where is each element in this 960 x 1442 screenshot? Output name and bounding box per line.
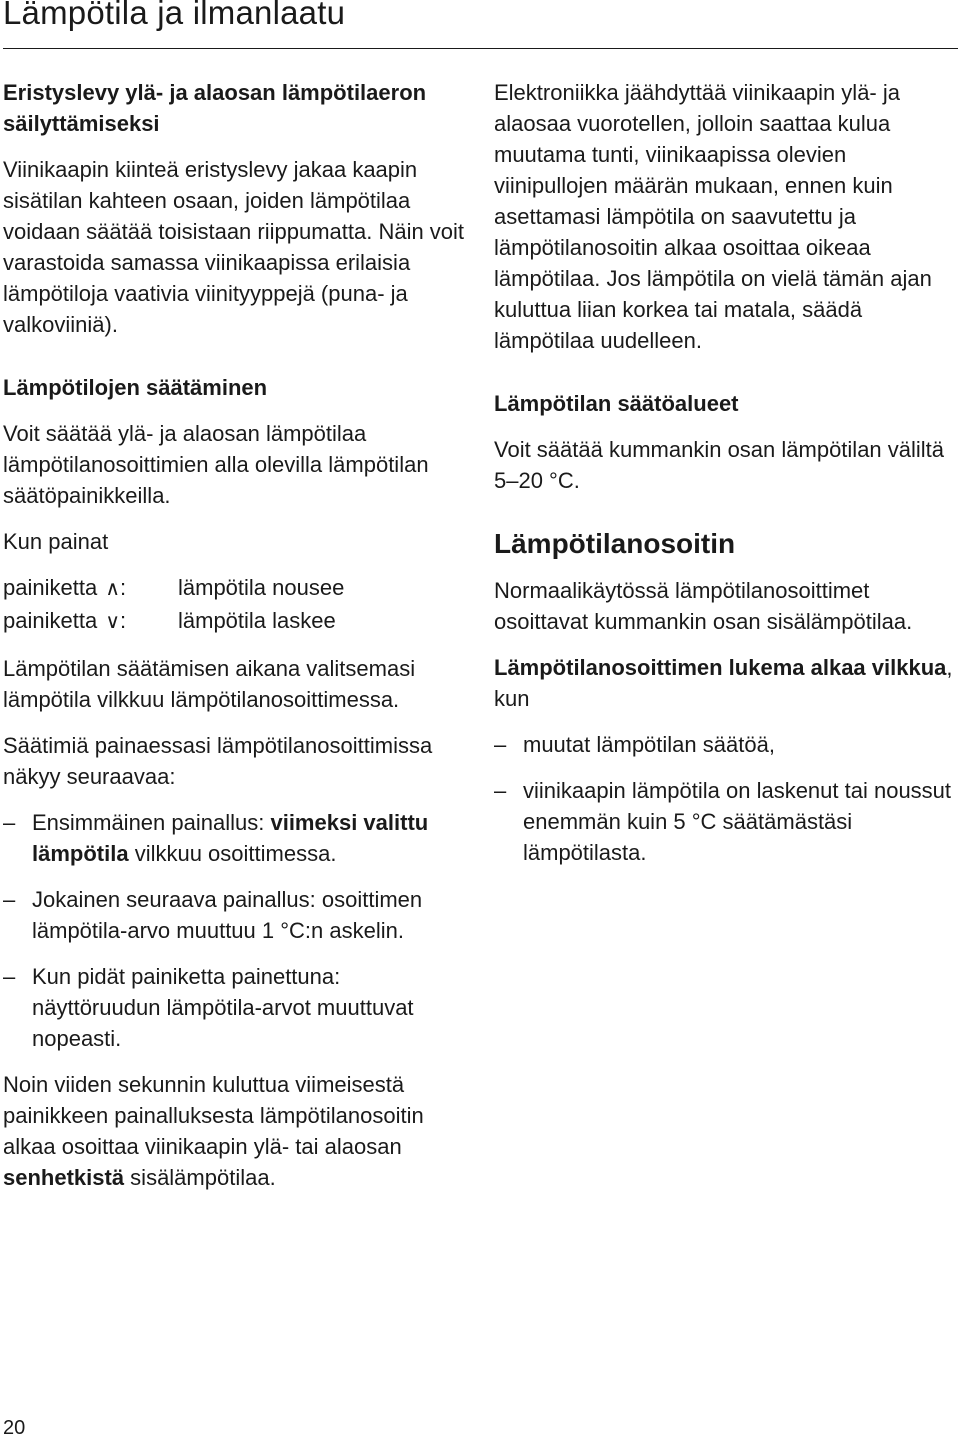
page-title: Lämpötila ja ilmanlaatu — [3, 0, 346, 31]
paragraph-blinking: Lämpötilan säätämisen aikana valitsemasi lämpötila vilkkuu lämpötilanosoittimessa. — [3, 656, 416, 712]
down-arrow-icon: ∨ — [105, 611, 120, 633]
button-action-row-up — [3, 572, 465, 605]
button-action-text: lämpötila nousee — [178, 575, 345, 600]
paragraph-blinks-when: Lämpötilanosoittimen lukema alkaa vilkkua, kun — [494, 655, 953, 711]
heading-insulation-plate: Eristyslevy ylä- ja alaosan lämpötilaeron säilyttämiseksi — [3, 80, 427, 136]
paragraph-when-pressing: Kun painat — [3, 529, 109, 554]
button-key-label: painiketta ∧: — [3, 572, 178, 605]
heading-adjust-ranges: Lämpötilan säätöalueet — [494, 391, 739, 416]
button-action-text: lämpötila laskee — [178, 608, 336, 633]
button-action-list — [3, 572, 465, 638]
blink-reasons-list — [494, 729, 956, 868]
list-item: – viinikaapin lämpötila on laskenut tai noussut enemmän kuin 5 °C säätämästäsi lämpötilasta. — [494, 775, 956, 868]
paragraph-range: Voit säätää kummankin osan lämpötilan väliltä 5–20 °C. — [494, 437, 945, 493]
list-item: – muutat lämpötilan säätöä, — [494, 729, 956, 760]
heading-temperature-indicator: Lämpötilanosoitin — [494, 528, 736, 559]
list-item: – Ensimmäinen painallus: viimeksi valittu lämpötila vilkkuu osoittimessa. — [3, 807, 465, 869]
heading-temperature-adjusting: Lämpötilojen säätäminen — [3, 375, 268, 400]
press-behaviour-list — [3, 807, 465, 1054]
paragraph-indicator-shows: Säätimiä painaessasi lämpötilanosoittimissa näkyy seuraavaa: — [3, 733, 433, 789]
paragraph-electronics: Elektroniikka jäähdyttää viinikaapin ylä- ja alaosaa vuorotellen, jolloin saattaa kulua muutama tunti, viinikaapissa olevien viinipullojen määrän mukaan, ennen kuin asettamasi lämpötila on saavutettu ja lämpötilanosoitin alkaa osoittaa oikeaa lämpötilaa. Jos lämpötila on vielä tämän ajan kuluttua liian korkea tai matala, säädä lämpötilaa uudelleen. — [494, 80, 932, 353]
right-column — [494, 77, 956, 883]
page-number: 20 — [3, 1417, 26, 1439]
list-item: – Jokainen seuraava painallus: osoittimen lämpötila-arvo muuttuu 1 °C:n askelin. — [3, 884, 465, 946]
up-arrow-icon: ∧ — [105, 578, 120, 600]
paragraph-five-seconds: Noin viiden sekunnin kuluttua viimeisestä painikkeen painalluksesta lämpötilanosoitin alkaa osoittaa viinikaapin ylä- tai alaosan senhetkistä sisälämpötilaa. — [3, 1072, 424, 1190]
paragraph-adjust: Voit säätää ylä- ja alaosan lämpötilaa lämpötilanosoittimien alla olevilla lämpötilan säätöpainikkeilla. — [3, 421, 429, 508]
paragraph-normal-use: Normaalikäytössä lämpötilanosoittimet osoittavat kummankin osan sisälämpötilaa. — [494, 578, 913, 634]
left-column — [3, 77, 465, 1208]
list-item: – Kun pidät painiketta painettuna: näyttöruudun lämpötila-arvot muuttuvat nopeasti. — [3, 961, 465, 1054]
title-divider — [3, 48, 958, 49]
button-action-row-down — [3, 605, 465, 638]
button-key-label: painiketta ∨: — [3, 605, 178, 638]
paragraph-insulation: Viinikaapin kiinteä eristyslevy jakaa kaapin sisätilan kahteen osaan, joiden lämpötilaa voidaan säätää toisistaan riippumatta. Näin voit varastoida samassa viinikaapissa erilaisia lämpötiloja vaativia viinityyppejä (puna- ja valkoviiniä). — [3, 157, 465, 337]
